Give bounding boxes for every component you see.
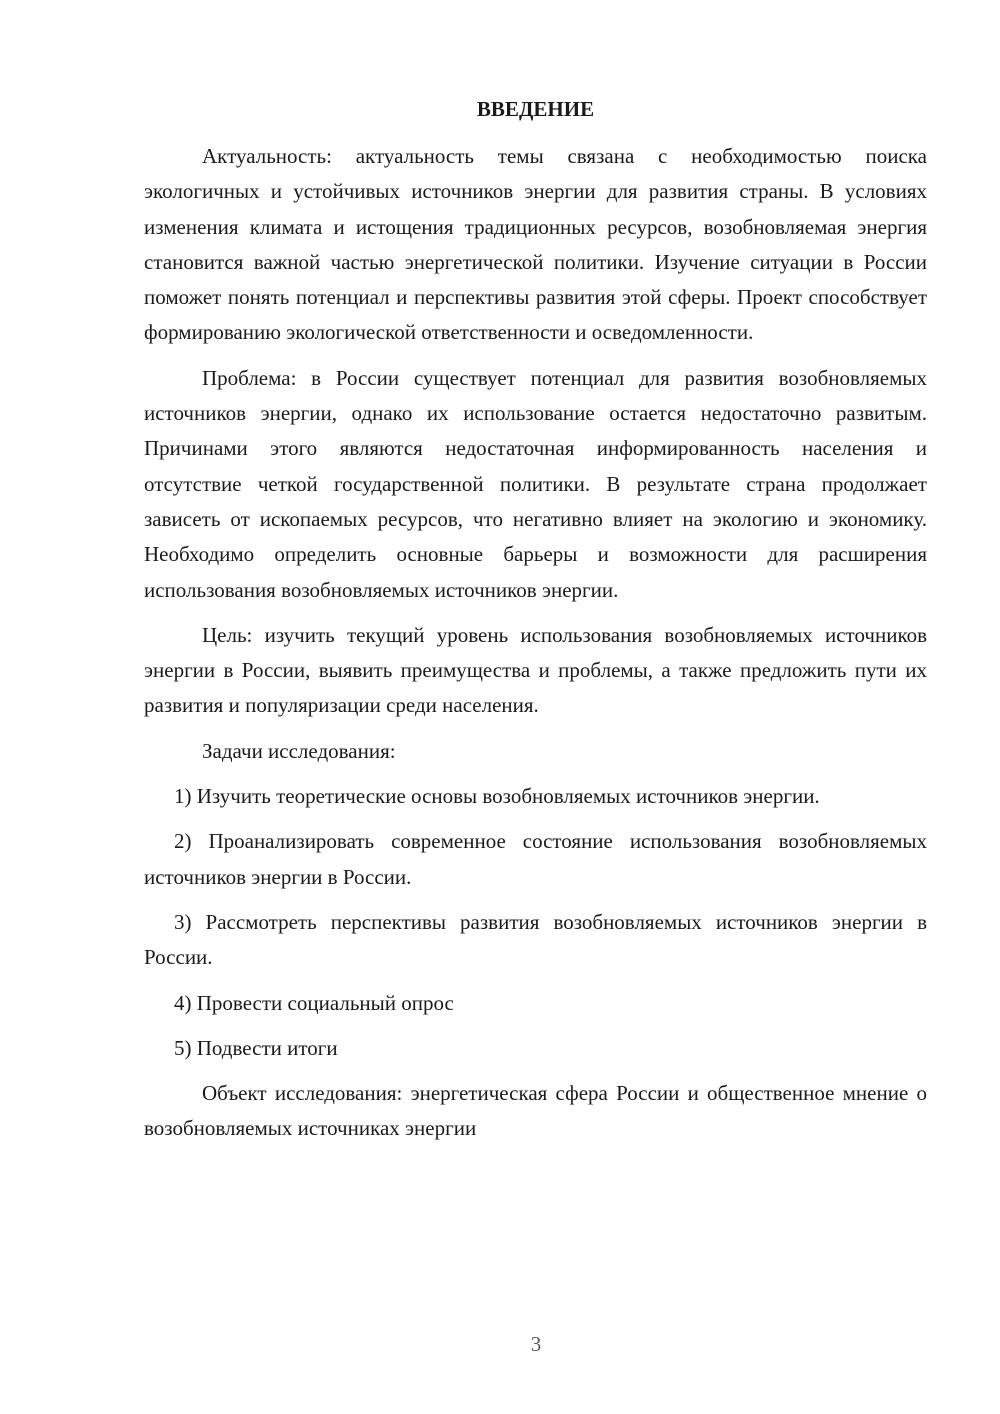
tasks-title: Задачи исследования: <box>202 738 396 763</box>
document-body <box>144 92 927 1157</box>
goal-paragraph: Цель: изучить текущий уровень использования возобновляемых источников энергии в России, выявить преимущества и проблемы, а также предложить пути их развития и популяризации среди населения. <box>144 622 927 718</box>
task-item-1: 1) Изучить теоретические основы возобновляемых источников энергии. <box>174 784 820 809</box>
page-number: 3 <box>530 1332 542 1356</box>
task-item-2: 2) Проанализировать современное состояние использования возобновляемых источников энергии в России. <box>144 829 927 889</box>
task-item-4: 4) Провести социальный опрос <box>174 990 454 1015</box>
object-paragraph: Объект исследования: энергетическая сфера России и общественное мнение о возобновляемых источниках энергии <box>144 1081 927 1141</box>
relevance-paragraph: Актуальность: актуальность темы связана с необходимостью поиска экологичных и устойчивых источников энергии для развития страны. В условиях изменения климата и истощения традиционных ресурсов, возобновляемая энергия становится важной частью энергетической политики. Изучение ситуации в России поможет понять потенциал и перспективы развития этой сферы. Проект способствует формированию экологической ответственности и осведомленности. <box>144 144 927 345</box>
task-item-5: 5) Подвести итоги <box>174 1035 338 1060</box>
task-item-3: 3) Рассмотреть перспективы развития возобновляемых источников энергии в России. <box>144 909 927 970</box>
problem-paragraph: Проблема: в России существует потенциал для развития возобновляемых источников энергии, однако их использование остается недостаточно развитым. Причинами этого являются недостаточная информированность населения и отсутствие четкой государственной политики. В результате страна продолжает зависеть от ископаемых ресурсов, что негативно влияет на экологию и экономику. Необходимо определить основные барьеры и возможности для расширения использования возобновляемых источников энергии. <box>144 365 927 602</box>
page-title: ВВЕДЕНИЕ <box>476 97 595 121</box>
